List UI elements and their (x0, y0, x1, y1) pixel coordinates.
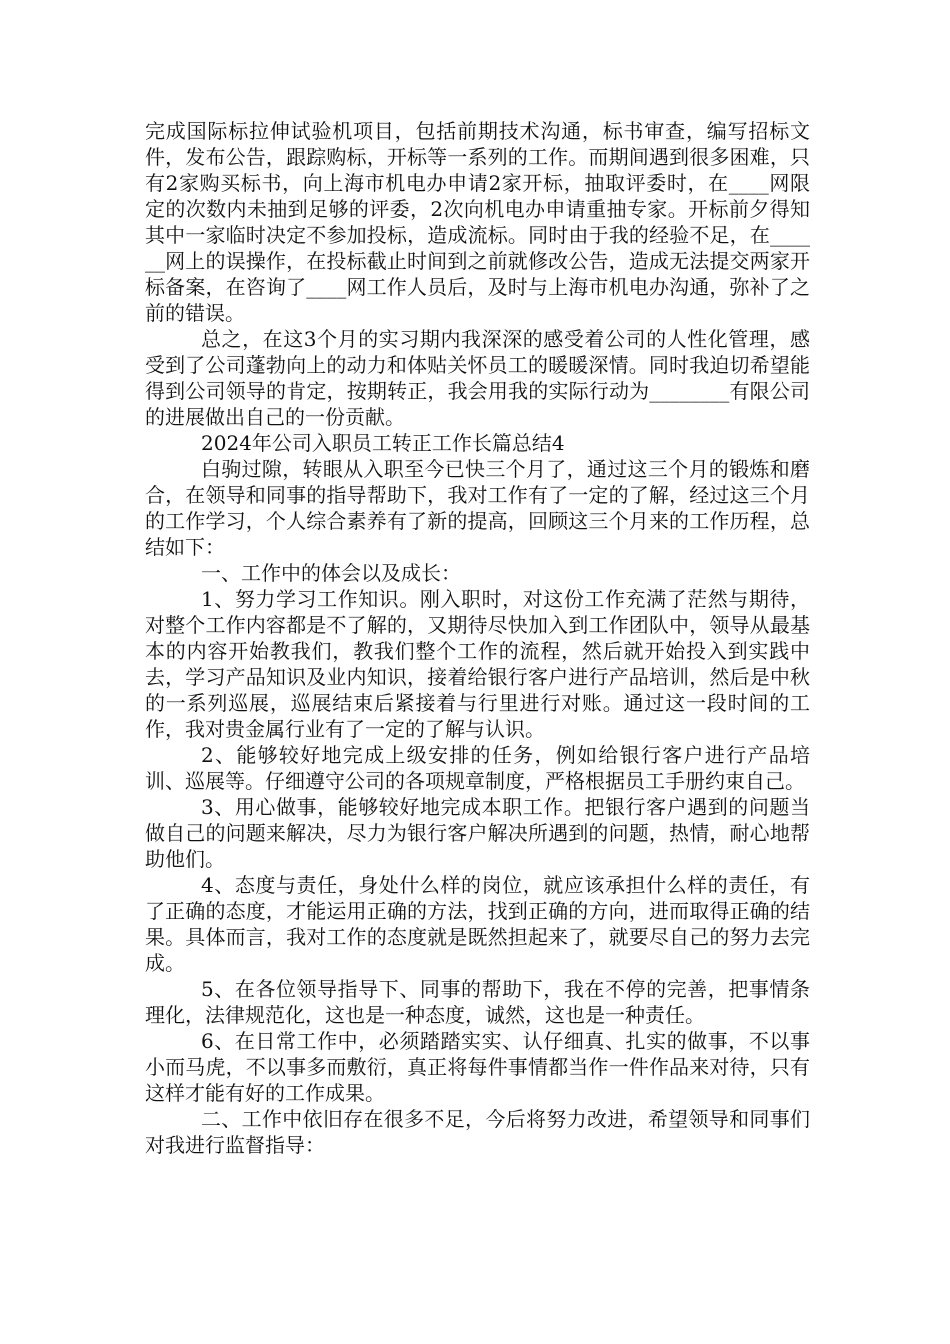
paragraph-item-5: 5、在各位领导指导下、同事的帮助下，我在不停的完善，把事情条理化，法律规范化，这也是一种态度，诚然，这也是一种责任。 (145, 977, 810, 1027)
paragraph-item-4: 4、态度与责任，身处什么样的岗位，就应该承担什么样的责任，有了正确的态度，才能运用正确的方法，找到正确的方向，进而取得正确的结果。具体而言，我对工作的态度就是既然担起来了，就要尽自己的努力去完成。 (145, 873, 810, 975)
paragraph-item-3: 3、用心做事，能够较好地完成本职工作。把银行客户遇到的问题当做自己的问题来解决，尽力为银行客户解决所遇到的问题，热情，耐心地帮助他们。 (145, 795, 810, 871)
document-page (145, 118, 810, 1158)
paragraph-item-6: 6、在日常工作中，必须踏踏实实、认仔细真、扎实的做事，不以事小而马虎，不以事多而敷衍，真正将每件事情都当作一件作品来对待，只有这样才能有好的工作成果。 (145, 1029, 810, 1105)
paragraph-summary: 总之，在这3个月的实习期内我深深的感受着公司的人性化管理，感受到了公司蓬勃向上的动力和体贴关怀员工的暖暖深情。同时我迫切希望能得到公司领导的肯定，按期转正，我会用我的实际行动为________有限公司的进展做出自己的一份贡献。 (145, 327, 810, 429)
paragraph-item-1: 1、努力学习工作知识。刚入职时，对这份工作充满了茫然与期待，对整个工作内容都是不了解的，又期待尽快加入到工作团队中，领导从最基本的内容开始教我们，教我们整个工作的流程，然后就开始投入到实践中去，学习产品知识及业内知识，接着给银行客户进行产品培训，然后是中秋的一系列巡展，巡展结束后紧接着与行里进行对账。通过这一段时间的工作，我对贵金属行业有了一定的了解与认识。 (145, 587, 810, 741)
subheading-shortcomings: 二、工作中依旧存在很多不足，今后将努力改进，希望领导和同事们对我进行监督指导： (145, 1107, 810, 1157)
subheading-experience: 一、工作中的体会以及成长： (201, 561, 461, 585)
paragraph-item-2: 2、能够较好地完成上级安排的任务，例如给银行客户进行产品培训、巡展等。仔细遵守公司的各项规章制度，严格根据员工手册约束自己。 (145, 743, 810, 793)
paragraph-bidding-project: 完成国际标拉伸试验机项目，包括前期技术沟通，标书审查，编写招标文件，发布公告，跟踪购标，开标等一系列的工作。而期间遇到很多困难，只有2家购买标书，向上海市机电办申请2家开标，抽取评委时，在____网限定的次数内未抽到足够的评委，2次向机电办申请重抽专家。开标前夕得知其中一家临时决定不参加投标，造成流标。同时由于我的经验不足，在______网上的误操作，在投标截止时间到之前就修改公告，造成无法提交两家开标备案，在咨询了____网工作人员后，及时与上海市机电办沟通，弥补了之前的错误。 (145, 119, 810, 325)
section-heading: 2024年公司入职员工转正工作长篇总结4 (201, 431, 565, 455)
paragraph-intro: 白驹过隙，转眼从入职至今已快三个月了，通过这三个月的锻炼和磨合，在领导和同事的指导帮助下，我对工作有了一定的了解，经过这三个月的工作学习，个人综合素养有了新的提高，回顾这三个月来的工作历程，总结如下： (145, 457, 810, 559)
